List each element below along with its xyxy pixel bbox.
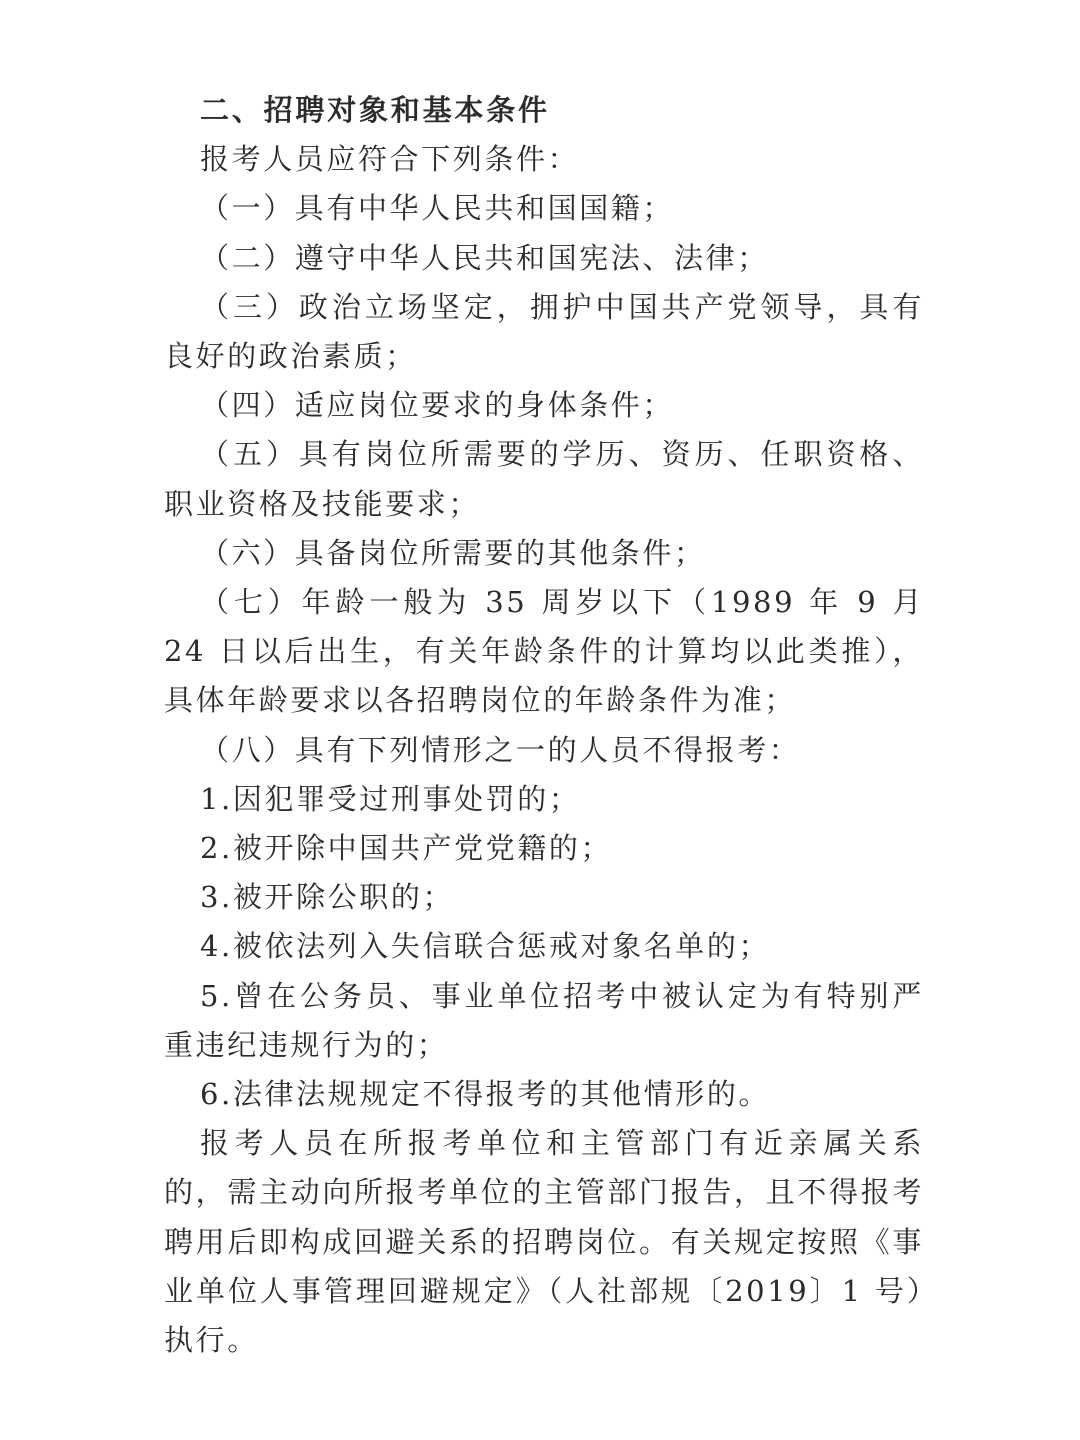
condition-item: （六）具备岗位所需要的其他条件；	[200, 535, 706, 570]
condition-item: （二）遵守中华人民共和国宪法、法律；	[200, 240, 769, 275]
exclusion-item: 4.被依法列入失信联合惩戒对象名单的；	[200, 929, 771, 964]
condition-item: （一）具有中华人民共和国国籍；	[200, 191, 675, 226]
exclusion-item: 2.被开除中国共产党党籍的；	[200, 831, 613, 866]
condition-item: （四）适应岗位要求的身体条件；	[200, 388, 675, 423]
exclusion-item: 3.被开除公职的；	[200, 880, 455, 915]
closing-paragraph: 报考人员在所报考单位和主管部门有近亲属关系的，需主动向所报考单位的主管部门报告，且不得报考聘用后即构成回避关系的招聘岗位。有关规定按照《事业单位人事管理回避规定》（人社部规〔2019〕1 号）执行。	[164, 1126, 924, 1358]
document-body	[164, 86, 924, 1365]
exclusion-item: 1.因犯罪受过刑事处罚的；	[200, 781, 581, 816]
exclusion-item: 5.曾在公务员、事业单位招考中被认定为有特别严重违纪违规行为的；	[164, 978, 924, 1062]
condition-item: （五）具有岗位所需要的学历、资历、任职资格、职业资格及技能要求；	[164, 437, 924, 521]
condition-item: （七）年龄一般为 35 周岁以下（1989 年 9 月 24 日以后出生，有关年龄条件的计算均以此类推），具体年龄要求以各招聘岗位的年龄条件为准；	[164, 585, 924, 718]
condition-item: （三）政治立场坚定，拥护中国共产党领导，具有良好的政治素质；	[164, 289, 924, 374]
condition-item: （八）具有下列情形之一的人员不得报考：	[200, 732, 801, 767]
section-heading: 二、招聘对象和基本条件	[200, 93, 550, 127]
intro-paragraph: 报考人员应符合下列条件：	[200, 142, 580, 177]
exclusion-item: 6.法律法规规定不得报考的其他情形的。	[200, 1077, 771, 1112]
